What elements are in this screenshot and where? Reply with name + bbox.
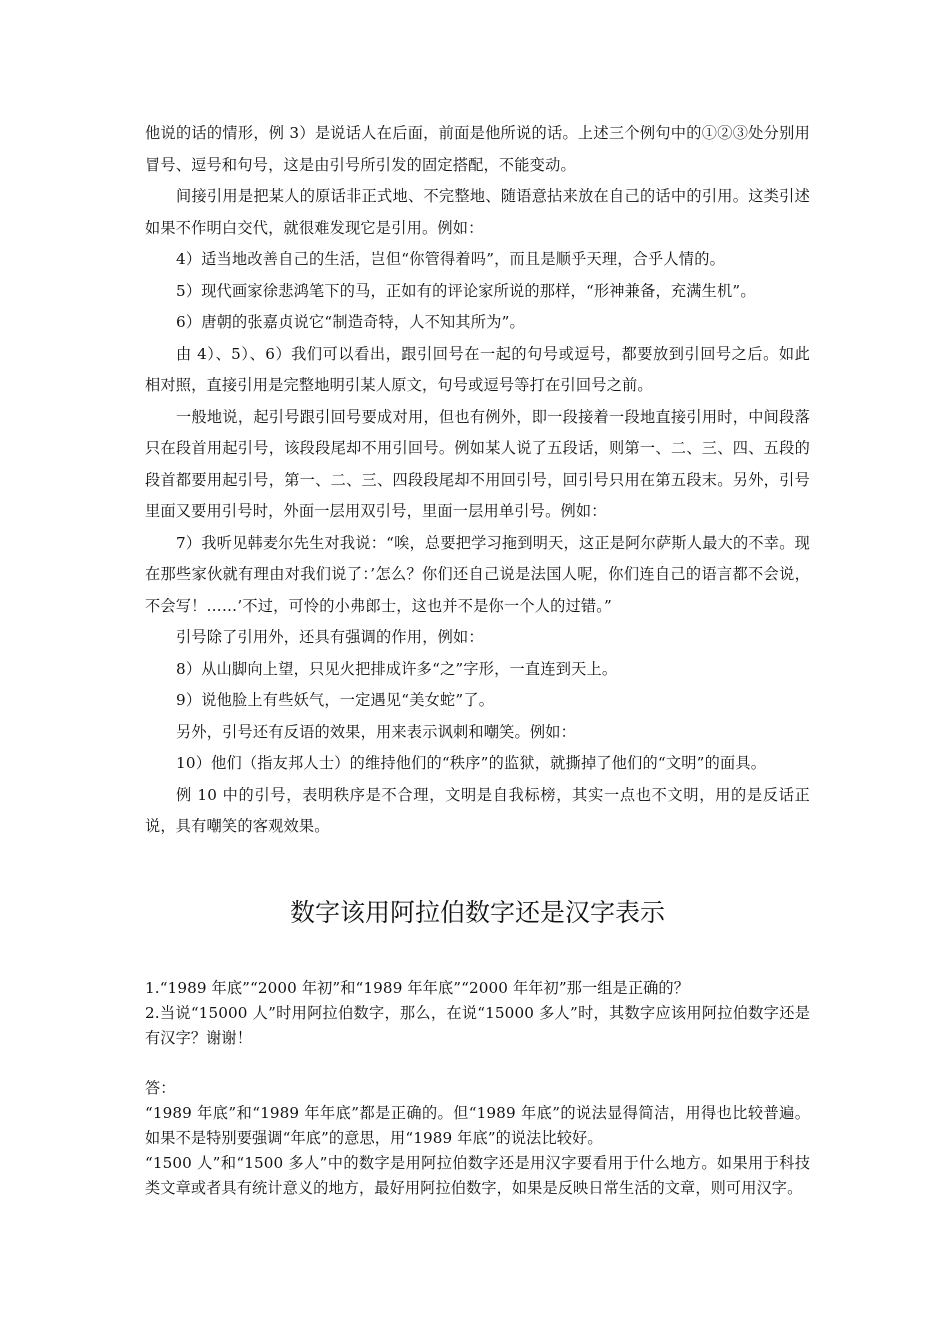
answer-label: 答：	[145, 1079, 176, 1097]
example-sentence: 6）唐朝的张嘉贞说它“制造奇特，人不知其所为”。	[176, 313, 525, 331]
question-1: 1.“1989 年底”“2000 年初”和“1989 年年底”“2000 年年初”那一组是正确的？	[145, 979, 689, 997]
answer-1: “1989 年底”和“1989 年年底”都是正确的。但“1989 年底”的说法显得简洁，用得也比较普遍。如果不是特别要强调“年底”的意思，用“1989 年底”的说法比较好。	[145, 1104, 810, 1147]
paragraph: 由 4）、5）、6）我们可以看出，跟引回号在一起的句号或逗号，都要放到引回号之后。如此相对照，直接引用是完整地明引某人原文，句号或逗号等打在引回号之前。	[145, 344, 810, 394]
example-sentence: 4）适当地改善自己的生活，岂但“你管得着吗”，而且是顺乎天理，合乎人情的。	[176, 250, 725, 268]
example-sentence: 9）说他脸上有些妖气，一定遇见“美女蛇”了。	[176, 691, 495, 709]
paragraph: 一般地说，起引号跟引回号要成对用，但也有例外，即一段接着一段地直接引用时，中间段落只在段首用起引号，该段段尾却不用引回号。例如某人说了五段话，则第一、二、三、四、五段的段首都要用起引号，第一、二、三、四段段尾却不用回引号，回引号只用在第五段末。另外，引号里面又要用引号时，外面一层用双引号，里面一层用单引号。例如：	[145, 407, 810, 520]
body-text	[145, 118, 810, 843]
section-title: 数字该用阿拉伯数字还是汉字表示	[289, 898, 665, 927]
answer-2: “1500 人”和“1500 多人”中的数字是用阿拉伯数字还是用汉字要看用于什么地方。如果用于科技类文章或者具有统计意义的地方，最好用阿拉伯数字，如果是反映日常生活的文章，则可用汉字。	[145, 1154, 810, 1197]
example-sentence: 7）我听见韩麦尔先生对我说：“唉，总要把学习拖到明天，这正是阿尔萨斯人最大的不幸。现在那些家伙就有理由对我们说了：’怎么？你们还自己说是法国人呢，你们连自己的语言都不会说，不会写！……’不过，可怜的小弗郎士，这也并不是你一个人的过错。”	[145, 533, 810, 615]
paragraph: 引号除了引用外，还具有强调的作用，例如：	[176, 628, 484, 646]
qa-block	[145, 976, 810, 1201]
paragraph: 他说的话的情形，例 3）是说话人在后面，前面是他所说的话。上述三个例句中的①②③处分别用冒号、逗号和句号，这是由引号所引发的固定搭配，不能变动。	[145, 124, 810, 174]
spacer	[145, 1051, 810, 1076]
example-sentence: 8）从山脚向上望，只见火把排成许多“之”字形，一直连到天上。	[176, 659, 618, 678]
example-sentence: 10）他们（指友邦人士）的维持他们的“秩序”的监狱，就撕掉了他们的“文明”的面具。	[176, 754, 767, 772]
question-2: 2.当说“15000 人”时用阿拉伯数字，那么，在说“15000 多人”时，其数字应该用阿拉伯数字还是有汉字？谢谢！	[145, 1004, 810, 1047]
example-sentence: 5）现代画家徐悲鸿笔下的马，正如有的评论家所说的那样，“形神兼备，充满生机”。	[176, 281, 756, 300]
paragraph: 另外，引号还有反语的效果，用来表示讽刺和嘲笑。例如：	[176, 722, 577, 741]
paragraph: 例 10 中的引号，表明秩序是不合理，文明是自我标榜，其实一点也不文明，用的是反话正说，具有嘲笑的客观效果。	[145, 785, 810, 835]
paragraph: 间接引用是把某人的原话非正式地、不完整地、随语意拈来放在自己的话中的引用。这类引述如果不作明白交代，就很难发现它是引用。例如：	[145, 187, 810, 237]
